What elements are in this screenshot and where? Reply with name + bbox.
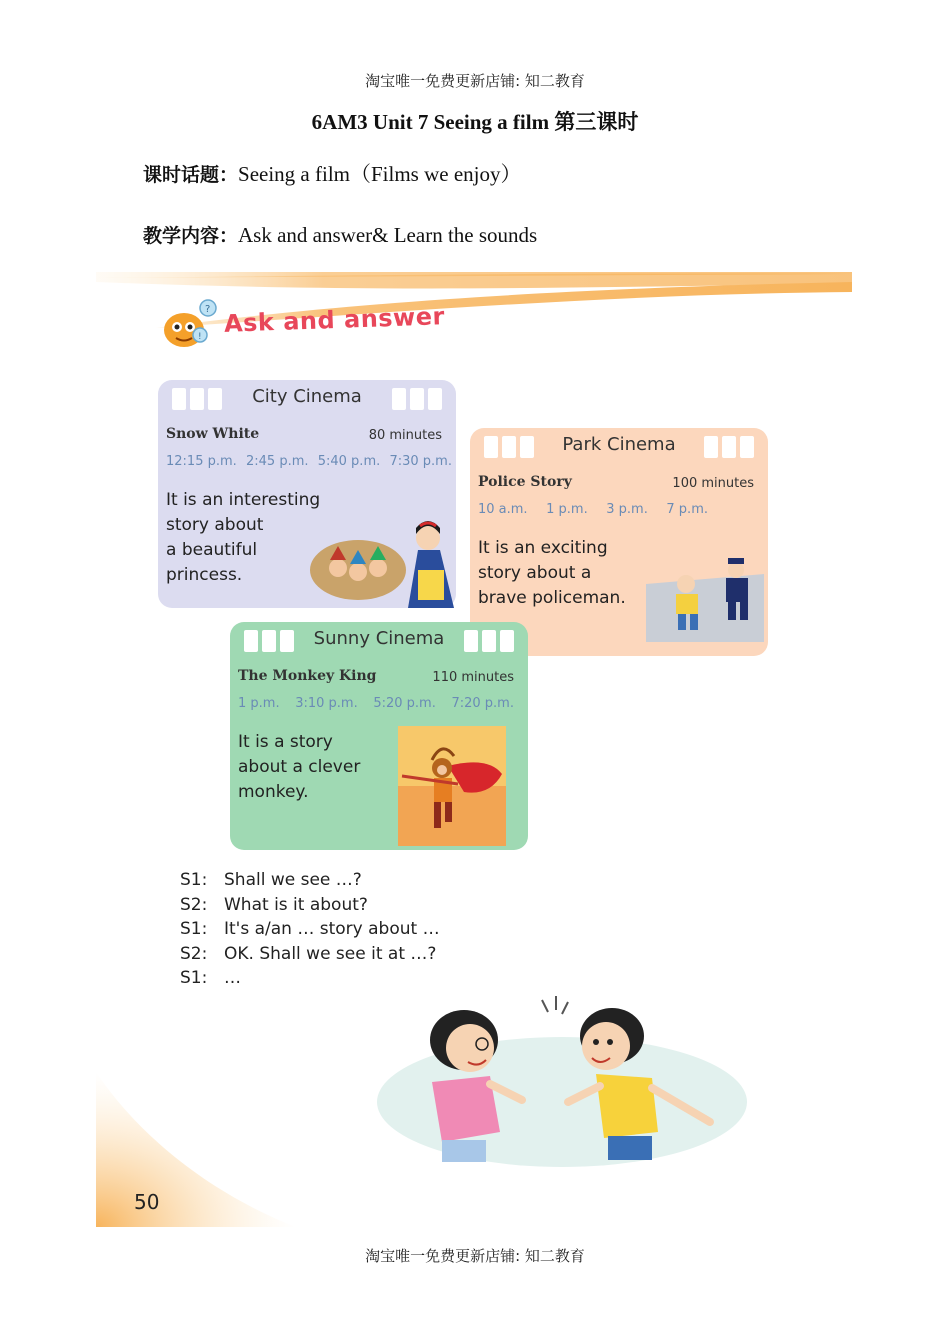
desc-line: story about <box>166 515 264 535</box>
showtime: 12:15 p.m. <box>166 454 237 469</box>
showtime: 5:40 p.m. <box>317 454 381 469</box>
header-shop-text: 淘宝唯一免费更新店铺: 知二教育 <box>365 72 585 90</box>
desc-line: monkey. <box>238 782 309 802</box>
dialogue-line <box>180 966 440 991</box>
svg-text:!: ! <box>198 332 202 342</box>
showtimes <box>166 454 452 469</box>
film-title: The Monkey King <box>238 668 377 684</box>
showtimes <box>478 502 708 517</box>
line-text: Shall we see …? <box>224 870 362 890</box>
page-number: 50 <box>134 1190 160 1214</box>
topic-value: Seeing a film（Films we enjoy） <box>238 162 522 186</box>
desc-line: It is a story <box>238 732 333 752</box>
speaker: S1: <box>180 968 208 988</box>
dialogue-line <box>180 942 440 967</box>
topic-line <box>143 158 522 188</box>
police-chase-illustration <box>646 554 764 642</box>
film-description <box>478 536 626 611</box>
topic-label: 课时话题： <box>143 164 239 186</box>
cinema-name: Park Cinema <box>562 434 676 455</box>
dialogue-line <box>180 917 440 942</box>
showtime: 5:20 p.m. <box>373 696 436 711</box>
film-description <box>166 488 320 588</box>
textbook-page <box>96 272 852 1227</box>
film-duration: 100 minutes <box>672 476 754 491</box>
dialogue <box>180 868 440 991</box>
desc-line: a beautiful <box>166 540 258 560</box>
film-duration: 80 minutes <box>368 428 442 443</box>
footer-shop-text: 淘宝唯一免费更新店铺: 知二教育 <box>365 1247 585 1265</box>
content-label: 教学内容： <box>143 225 239 247</box>
desc-line: It is an interesting <box>166 490 321 510</box>
film-duration: 110 minutes <box>432 670 514 685</box>
film-title: Police Story <box>478 474 572 490</box>
sunny-cinema-card <box>230 622 528 850</box>
snow-white-illustration <box>308 510 454 608</box>
showtime: 3:10 p.m. <box>295 696 358 711</box>
line-text: OK. Shall we see it at …? <box>224 943 437 964</box>
line-text: What is it about? <box>224 894 368 915</box>
showtime: 2:45 p.m. <box>246 454 309 469</box>
speaker: S1: <box>180 870 208 890</box>
speaker: S2: <box>180 894 208 915</box>
desc-line: brave policeman. <box>478 588 626 608</box>
showtime: 1 p.m. <box>238 696 280 711</box>
showtimes <box>238 696 514 711</box>
page-title: 6AM3 Unit 7 Seeing a film 第三课时 <box>311 110 639 134</box>
film-description <box>238 730 360 805</box>
corner-decoration <box>96 1072 296 1227</box>
desc-line: princess. <box>166 565 243 585</box>
desc-line: story about a <box>478 563 592 583</box>
cinema-name: City Cinema <box>252 386 362 407</box>
content-value: Ask and answer& Learn the sounds <box>238 223 538 247</box>
showtime: 7:20 p.m. <box>451 696 514 711</box>
showtime: 7:30 p.m. <box>389 454 452 469</box>
dialogue-line <box>180 893 440 918</box>
showtime: 10 a.m. <box>478 502 528 517</box>
cinema-name: Sunny Cinema <box>313 628 445 649</box>
section-title: Ask and answer <box>223 302 446 338</box>
city-cinema-card <box>158 380 456 608</box>
monkey-king-illustration <box>398 726 506 846</box>
dialogue-line <box>180 868 440 893</box>
line-text: … <box>224 968 241 988</box>
kids-talking-illustration <box>372 992 752 1172</box>
desc-line: It is an exciting <box>478 538 608 558</box>
content-line <box>143 221 537 248</box>
line-text: It's a/an … story about … <box>224 919 440 939</box>
desc-line: about a clever <box>238 757 361 777</box>
showtime: 1 p.m. <box>546 502 588 517</box>
film-title: Snow White <box>166 426 260 442</box>
speaker: S2: <box>180 943 208 964</box>
mascot-icon <box>158 298 220 352</box>
svg-text:?: ? <box>205 304 211 315</box>
speaker: S1: <box>180 919 208 939</box>
showtime: 7 p.m. <box>666 502 708 517</box>
showtime: 3 p.m. <box>606 502 648 517</box>
